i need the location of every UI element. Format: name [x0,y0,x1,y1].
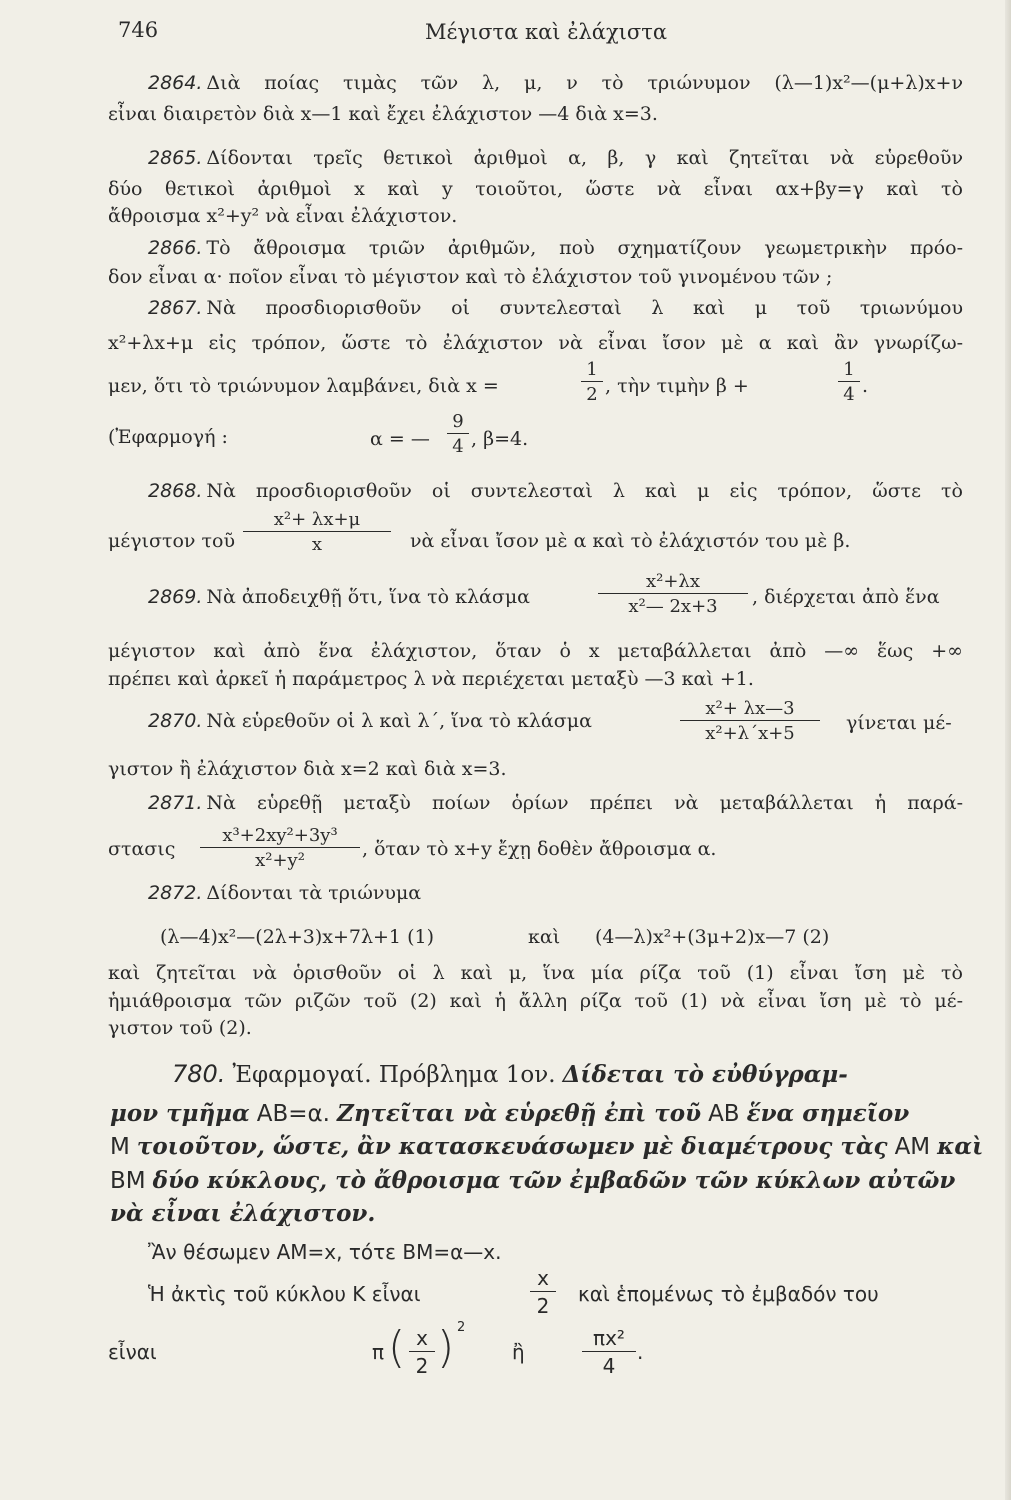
fraction-radius: $\frac{x}{2}$ [530,1266,556,1318]
problem-2866-line-2: δον εἶναι α· ποῖον εἶναι τὸ μέγιστον καὶ τὸ ἐλάχιστον τοῦ γινομένου τῶν ; [108,266,833,288]
problem-number: 2870. [148,710,203,732]
section-780-line-3: M τοιοῦτον, ὥστε, ἂν κατασκευάσωμεν μὲ διαμέτρους τὰς AM καὶ [110,1133,984,1160]
fraction-one-half: $\frac{1}{2}$ [581,359,603,405]
problem-number: 2869. [148,586,203,608]
exponent: 2 [457,1320,466,1335]
section-780-line-4: BM δύο κύκλους, τὸ ἄθροισμα τῶν ἐμβαδῶν τῶν κύκλων αὐτῶν [110,1167,956,1194]
fraction-x-over-2: $\frac{x}{2}$ [409,1326,435,1378]
problem-2872-line-1: 2872. Δίδονται τὰ τριώνυμα [148,882,422,904]
problem-2871-line-2b: , ὅταν τὸ x+y ἔχῃ δοθὲν ἄθροισμα α. [362,838,717,860]
trinomial-2: (4—λ)x²+(3μ+2)x—7 (2) [595,926,830,948]
problem-2872-line-4: ἡμιάθροισμα τῶν ριζῶν τοῦ (2) καὶ ἡ ἄλλη ρίζα τοῦ (1) νὰ εἶναι ἴση μὲ τὸ μέ- [108,990,963,1012]
section-780-heading: 780. Ἐφαρμογαί. Πρόβλημα 1ον. Δίδεται τὸ εὐθύγραμ- [172,1060,848,1088]
problem-number: 2864. [148,72,203,94]
problem-2871-line-2a: στασις [108,838,176,860]
application-alpha: α = — [370,428,430,450]
problem-2865-line-2: δύο θετικοὶ ἀριθμοὶ x καὶ y τοιοῦτοι, ὥστε νὰ εἶναι αx+βy=γ καὶ τὸ [108,178,963,200]
fraction-area: $\frac{\text{πx²}}{4}$ [582,1326,636,1378]
solution-line-2b: καὶ ἑπομένως τὸ ἐμβαδόν του [578,1282,879,1306]
problem-2872-line-3: καὶ ζητεῖται νὰ ὁρισθοῦν οἱ λ καὶ μ, ἵνα μία ρίζα τοῦ (1) εἶναι ἴση μὲ τὸ [108,962,963,984]
problem-2868-line-2a: μέγιστον τοῦ [108,530,236,552]
fraction-2871: $\frac{\text{x³+2xy²+3y³}}{\text{x²+y²}}$ [200,825,360,871]
left-paren: ( [388,1322,406,1373]
fraction-one-quarter: $\frac{1}{4}$ [838,359,860,405]
solution-line-3a: εἶναι [108,1340,157,1364]
problem-2868-line-2b: νὰ εἶναι ἴσον μὲ α καὶ τὸ ἐλάχιστόν του μὲ β. [410,530,851,552]
problem-2872-line-5: γιστον τοῦ (2). [108,1017,252,1039]
application-beta: , β=4. [471,428,529,450]
section-780-line-2: μον τμῆμα AB=α. Ζητεῖται νὰ εὑρεθῇ ἐπὶ τοῦ AB ἕνα σημεῖον [110,1100,910,1127]
page-number: 746 [118,18,159,42]
problem-2867-line-1: 2867. Νὰ προσδιορισθοῦν οἱ συντελεσταὶ λ καὶ μ τοῦ τριωνύμου [148,297,963,319]
problem-number: 2867. [148,297,203,319]
problem-2865-line-1: 2865. Δίδονται τρεῖς θετικοὶ ἀριθμοὶ α, β, γ καὶ ζητεῖται νὰ εὑρεθοῦν [148,147,963,169]
problem-2867-line-2: x²+λx+μ εἰς τρόπον, ὥστε τὸ ἐλάχιστον νὰ εἶναι ἴσον μὲ α καὶ ἂν γνωρίζω- [108,332,963,354]
problem-number: 2871. [148,792,203,814]
problem-2869-line-1b: , διέρχεται ἀπὸ ἕνα [752,586,940,608]
problem-2868-line-1: 2868. Νὰ προσδιορισθοῦν οἱ συντελεσταὶ λ καὶ μ εἰς τρόπον, ὥστε τὸ [148,480,963,502]
problem-number: 2872. [148,882,203,904]
period: . [862,375,869,397]
problem-2865-line-3: ἄθροισμα x²+y² νὰ εἶναι ἐλάχιστον. [108,205,458,227]
problem-2869-line-3: πρέπει καὶ ἀρκεῖ ἡ παράμετρος λ νὰ περιέχεται μεταξὺ —3 καὶ +1. [108,668,754,690]
problem-2870-line-1b: γίνεται μέ- [846,712,952,734]
fraction-2870: $\frac{\text{x²+ λx—3}}{\text{x²+λ΄x+5}}$ [680,698,820,744]
running-title: Μέγιστα καὶ ἐλάχιστα [425,20,668,44]
problem-2867-line-3a: μεν, ὅτι τὸ τριώνυμον λαμβάνει, διὰ x = [108,375,499,397]
problem-number: 2866. [148,237,203,259]
problem-2870-line-1a: 2870. Νὰ εὑρεθοῦν οἱ λ καὶ λ΄, ἵνα τὸ κλάσμα [148,710,592,732]
fraction-nine-quarters: $\frac{9}{4}$ [447,411,469,457]
fraction-2869: $\frac{\text{x²+λx}}{\text{x²— 2x+3}}$ [598,571,748,617]
problem-2869-line-1a: 2869. Νὰ ἀποδειχθῇ ὅτι, ἵνα τὸ κλάσμα [148,586,530,608]
right-paren: ) [437,1322,455,1373]
conjunction: καὶ [528,926,561,948]
section-title: Ἐφαρμογαί. Πρόβλημα 1ον. [232,1062,556,1088]
section-780-line-5: νὰ εἶναι ἐλάχιστον. [110,1200,376,1227]
problem-2864-line-2: εἶναι διαιρετὸν διὰ x—1 καὶ ἔχει ἐλάχιστον —4 διὰ x=3. [108,103,658,125]
problem-2871-line-1: 2871. Νὰ εὑρεθῇ μεταξὺ ποίων ὁρίων πρέπει νὰ μεταβάλλεται ἡ παρά- [148,792,963,814]
problem-2867-line-3b: , τὴν τιμὴν β + [605,375,749,397]
pi-symbol: π [372,1340,385,1364]
solution-line-2a: Ἡ ἀκτὶς τοῦ κύκλου K εἶναι [148,1282,421,1306]
page-edge [1005,0,1011,1500]
fraction-2868: $\frac{\text{x²+ λx+μ}}{x}$ [243,509,391,555]
problem-2864-line-1: 2864. Διὰ ποίας τιμὰς τῶν λ, μ, ν τὸ τριώνυμον (λ—1)x²—(μ+λ)x+ν [148,72,963,94]
solution-line-1: Ἂν θέσωμεν AM=x, τότε BM=α—x. [148,1240,502,1264]
section-number: 780. [172,1060,226,1088]
problem-2870-line-2: γιστον ἢ ἐλάχιστον διὰ x=2 καὶ διὰ x=3. [108,758,507,780]
problem-2866-line-1: 2866. Τὸ ἄθροισμα τριῶν ἀριθμῶν, ποὺ σχηματίζουν γεωμετρικὴν πρόο- [148,237,963,259]
problem-number: 2865. [148,147,203,169]
application-label: (Ἐφαρμογή : [108,426,228,448]
problem-number: 2868. [148,480,203,502]
final-period: . [637,1340,644,1364]
problem-2869-line-2: μέγιστον καὶ ἀπὸ ἕνα ἐλάχιστον, ὅταν ὁ x μεταβάλλεται ἀπὸ —∞ ἕως +∞ [108,640,963,662]
or-word: ἢ [512,1340,525,1364]
trinomial-1: (λ—4)x²—(2λ+3)x+7λ+1 (1) [160,926,434,948]
